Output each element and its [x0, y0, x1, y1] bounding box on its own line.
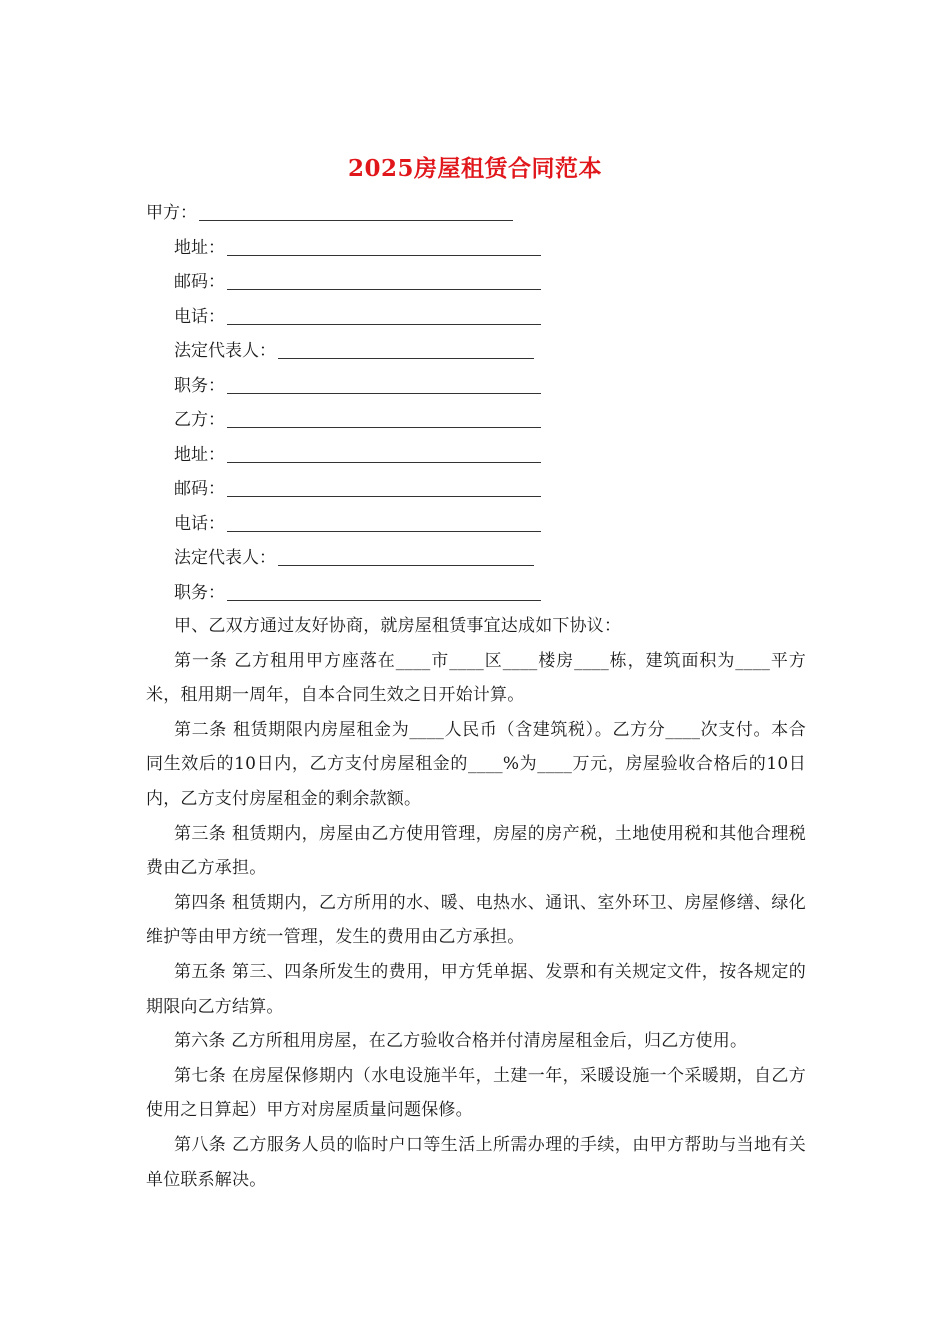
field-blank: [227, 372, 541, 394]
article-1: 第一条 乙方租用甲方座落在____市____区____楼房____栋，建筑面积为____平方米，租用期一周年，自本合同生效之日开始计算。: [146, 650, 806, 706]
article-8: 第八条 乙方服务人员的临时户口等生活上所需办理的手续，由甲方帮助与当地有关单位联系解决。: [146, 1134, 806, 1190]
party-b-postcode-field: [0, 475, 950, 510]
field-label: 地址：: [174, 237, 225, 258]
party-a-representative-field: [0, 337, 950, 372]
party-b-position-field: [0, 579, 950, 614]
field-blank: [227, 303, 541, 325]
field-blank: [227, 268, 541, 290]
field-label: 邮码：: [174, 272, 225, 292]
article-6: 第六条 乙方所租用房屋，在乙方验收合格并付清房屋租金后，归乙方使用。: [174, 1031, 748, 1052]
article-3: 第三条 租赁期内，房屋由乙方使用管理，房屋的房产税，土地使用税和其他合理税费由乙方承担。: [146, 823, 806, 879]
party-a-field: [0, 199, 950, 234]
field-label: 地址：: [174, 444, 225, 465]
party-a-phone-field: [0, 303, 950, 338]
party-a-postcode-field: [0, 268, 950, 303]
field-label: 职务：: [174, 375, 225, 396]
intro-paragraph: 甲、乙双方通过友好协商，就房屋租赁事宜达成如下协议：: [174, 616, 622, 636]
field-label: 乙方：: [174, 410, 225, 430]
party-fields: [0, 199, 950, 613]
field-label: 职务：: [174, 582, 225, 603]
field-label: 法定代表人：: [174, 548, 276, 568]
party-b-representative-field: [0, 544, 950, 579]
field-blank: [227, 475, 541, 497]
field-label: 电话：: [174, 513, 225, 534]
field-blank: [278, 544, 534, 566]
field-blank: [278, 337, 534, 359]
party-a-label: 甲方：: [146, 203, 197, 223]
document-title: 2025房屋租赁合同范本: [347, 155, 602, 182]
field-blank: [227, 406, 541, 428]
party-b-field: [0, 406, 950, 441]
field-label: 邮码：: [174, 479, 225, 499]
party-a-address-field: [0, 234, 950, 269]
article-5: 第五条 第三、四条所发生的费用，甲方凭单据、发票和有关规定文件，按各规定的期限向乙方结算。: [146, 961, 806, 1017]
field-blank: [227, 510, 541, 532]
party-a-position-field: [0, 372, 950, 407]
article-4: 第四条 租赁期内，乙方所用的水、暖、电热水、通讯、室外环卫、房屋修缮、绿化维护等由甲方统一管理，发生的费用由乙方承担。: [146, 892, 806, 948]
article-7: 第七条 在房屋保修期内（水电设施半年，土建一年，采暖设施一个采暖期，自乙方使用之日算起）甲方对房屋质量问题保修。: [146, 1065, 806, 1121]
contract-body: [146, 609, 806, 1197]
field-label: 电话：: [174, 306, 225, 327]
field-label: 法定代表人：: [174, 341, 276, 361]
party-b-phone-field: [0, 510, 950, 545]
party-a-blank: [199, 199, 513, 221]
field-blank: [227, 579, 541, 601]
field-blank: [227, 234, 541, 256]
field-blank: [227, 441, 541, 463]
article-2: 第二条 租赁期限内房屋租金为____人民币（含建筑税）。乙方分____次支付。本合同生效后的10日内，乙方支付房屋租金的____%为____万元，房屋验收合格后的10日内，乙方支付房屋租金的剩余款额。: [146, 719, 806, 809]
party-b-address-field: [0, 441, 950, 476]
